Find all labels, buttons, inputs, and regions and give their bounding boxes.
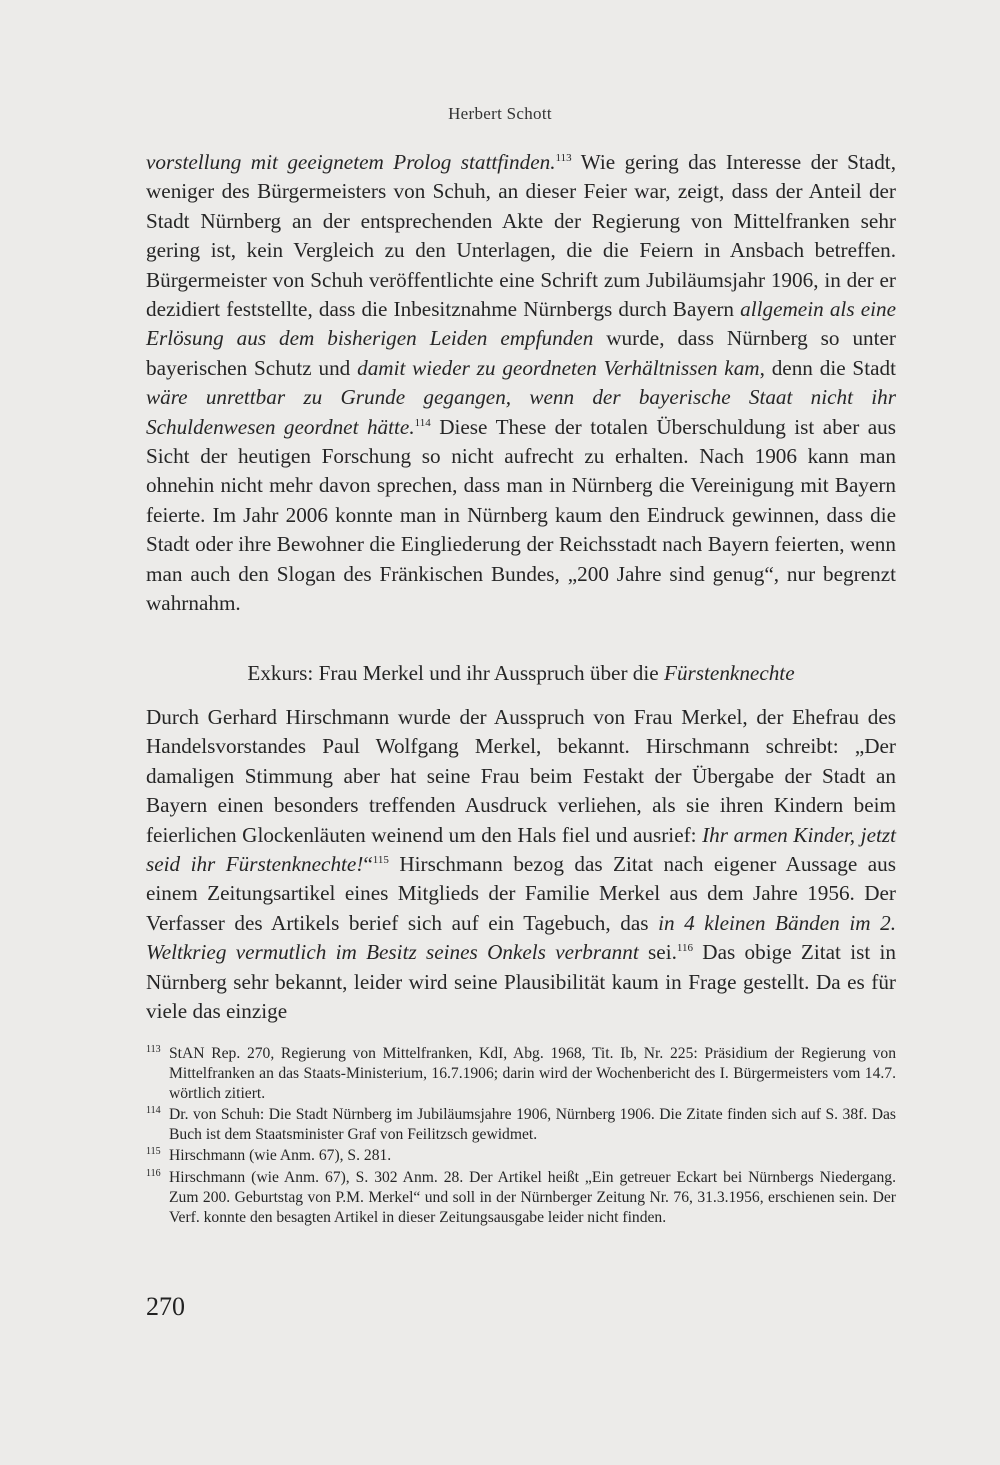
footnote-ref-114: 114 (414, 416, 431, 429)
span: Wie gering das Interesse der Stadt, weniger des Bürgermeisters von Schuh, an dieser Feier war, zeigt, dass der Anteil der Stadt Nürnberg an der entsprechenden Akte der Regierung von Mittelfranken sehr gering ist, kein Vergleich zu den Unterlagen, die die Feiern in Ansbach betreffen. Bürgermeister von Schuh veröffentlichte eine Schrift zum Jubiläumsjahr 1906, in der er dezidiert feststellte, dass die Inbesitznahme Nürnbergs durch Bayern (146, 150, 896, 322)
footnote (146, 1146, 896, 1166)
footnote-text: Hirschmann (wie Anm. 67), S. 302 Anm. 28. Der Artikel heißt „Ein getreuer Eckart bei Nürnbergs Niedergang. Zum 200. Geburtstag von P.M. Merkel“ und soll in der Nürnberger Zeitung Nr. 76, 31.3.1956, erschienen sein. Der Verf. konnte den besagten Artikel in dieser Zeitungsausgabe leider nicht finden. (169, 1168, 896, 1226)
paragraph-2 (146, 703, 896, 1026)
span: vorstellung mit geeignetem Prolog stattfinden. (146, 150, 556, 174)
page-number: 270 (146, 1292, 185, 1321)
footnote-number: 116 (146, 1167, 161, 1179)
footnote (146, 1168, 896, 1228)
footnote-ref-116: 116 (676, 942, 693, 955)
section-heading-prefix: Exkurs: Frau Merkel und ihr Ausspruch über die (247, 661, 664, 685)
span: in 4 kleinen Bänden im 2. Weltkrieg vermutlich im Besitz seines Onkels verbrannt (146, 910, 897, 965)
section-heading-italic: Fürstenknechte (664, 661, 795, 685)
footnote (146, 1105, 896, 1145)
footnote-text: StAN Rep. 270, Regierung von Mittelfranken, KdI, Abg. 1968, Tit. Ib, Nr. 225: Präsidium der Regierung von Mittelfranken an das Staats-Ministerium, 16.7.1906; darin wird der Wochenbericht des I. Bürgermeisters vom 14.7. wörtlich zitiert. (169, 1045, 896, 1103)
span: Das obige Zitat ist in Nürnberg sehr bekannt, leider wird seine Plausibilität kaum in Frage gestellt. Da es für viele das einzige (146, 940, 896, 1024)
footnote-ref-115: 115 (372, 854, 389, 867)
span: Durch Gerhard Hirschmann wurde der Ausspruch von Frau Merkel, der Ehefrau des Handelsvorstandes Paul Wolfgang Merkel, bekannt. Hirschmann schreibt: „Der damaligen Stimmung aber hat seine Frau beim Festakt der Übergabe der Stadt an Bayern einen besonders treffenden Ausdruck verliehen, als sie ihren Kindern beim feierlichen Glockenläuten weinend um den Hals fiel und ausrief: (146, 705, 896, 847)
body-paragraph-1 (146, 148, 896, 619)
span: sei. (638, 940, 677, 965)
footnote-number: 114 (146, 1105, 161, 1117)
span: damit wieder zu geordneten Verhältnissen kam (357, 355, 760, 380)
span: wurde, dass Nürnberg so unter bayerischen Schutz und (146, 326, 896, 380)
footnote-number: 115 (146, 1146, 161, 1158)
span: allgemein als eine Erlösung aus dem bisherigen Leiden empfunden (146, 297, 896, 351)
footnote (146, 1044, 896, 1104)
footnote-text: Hirschmann (wie Anm. 67), S. 281. (169, 1147, 392, 1165)
section-heading (146, 659, 896, 688)
span: Ihr armen Kinder, jetzt seid ihr Fürstenknechte! (146, 822, 896, 877)
span: , denn die Stadt (759, 355, 896, 380)
footnote-number: 113 (146, 1044, 161, 1055)
footnote-text: Dr. von Schuh: Die Stadt Nürnberg im Jubiläumsjahre 1906, Nürnberg 1906. Die Zitate finden sich auf S. 38f. Das Buch ist dem Staatsminister Graf von Feilitzsch gewidmet. (169, 1106, 896, 1144)
footnotes (146, 1044, 896, 1229)
span: Diese These der totalen Überschuldung ist aber aus Sicht der heutigen Forschung so nicht aufrecht zu erhalten. Nach 1906 kann man ohnehin nicht mehr davon sprechen, dass man in Nürnberg die Vereinigung mit Bayern feierte. Im Jahr 2006 konnte man in Nürnberg kaum den Eindruck gewinnen, dass die Stadt oder ihre Bewohner die Eingliederung der Reichsstadt nach Bayern feierten, wenn man auch den Slogan des Fränkischen Bundes, „200 Jahre sind genug“, nur begrenzt wahrnahm. (146, 414, 896, 616)
span: wäre unrettbar zu Grunde gegangen, wenn der bayerische Staat nicht ihr Schuldenwesen geordnet hätte. (146, 385, 896, 439)
span: Hirschmann bezog das Zitat nach eigener Aussage aus einem Zeitungsartikel eines Mitglieds der Familie Merkel aus dem Jahre 1956. Der Verfasser des Artikels berief sich auf ein Tagebuch, das (146, 852, 896, 935)
footnote-ref-113: 113 (555, 152, 572, 164)
running-head: Herbert Schott (448, 104, 552, 123)
body-paragraph-2 (146, 703, 896, 1026)
paragraph-1 (146, 148, 896, 619)
span: “ (363, 852, 373, 877)
